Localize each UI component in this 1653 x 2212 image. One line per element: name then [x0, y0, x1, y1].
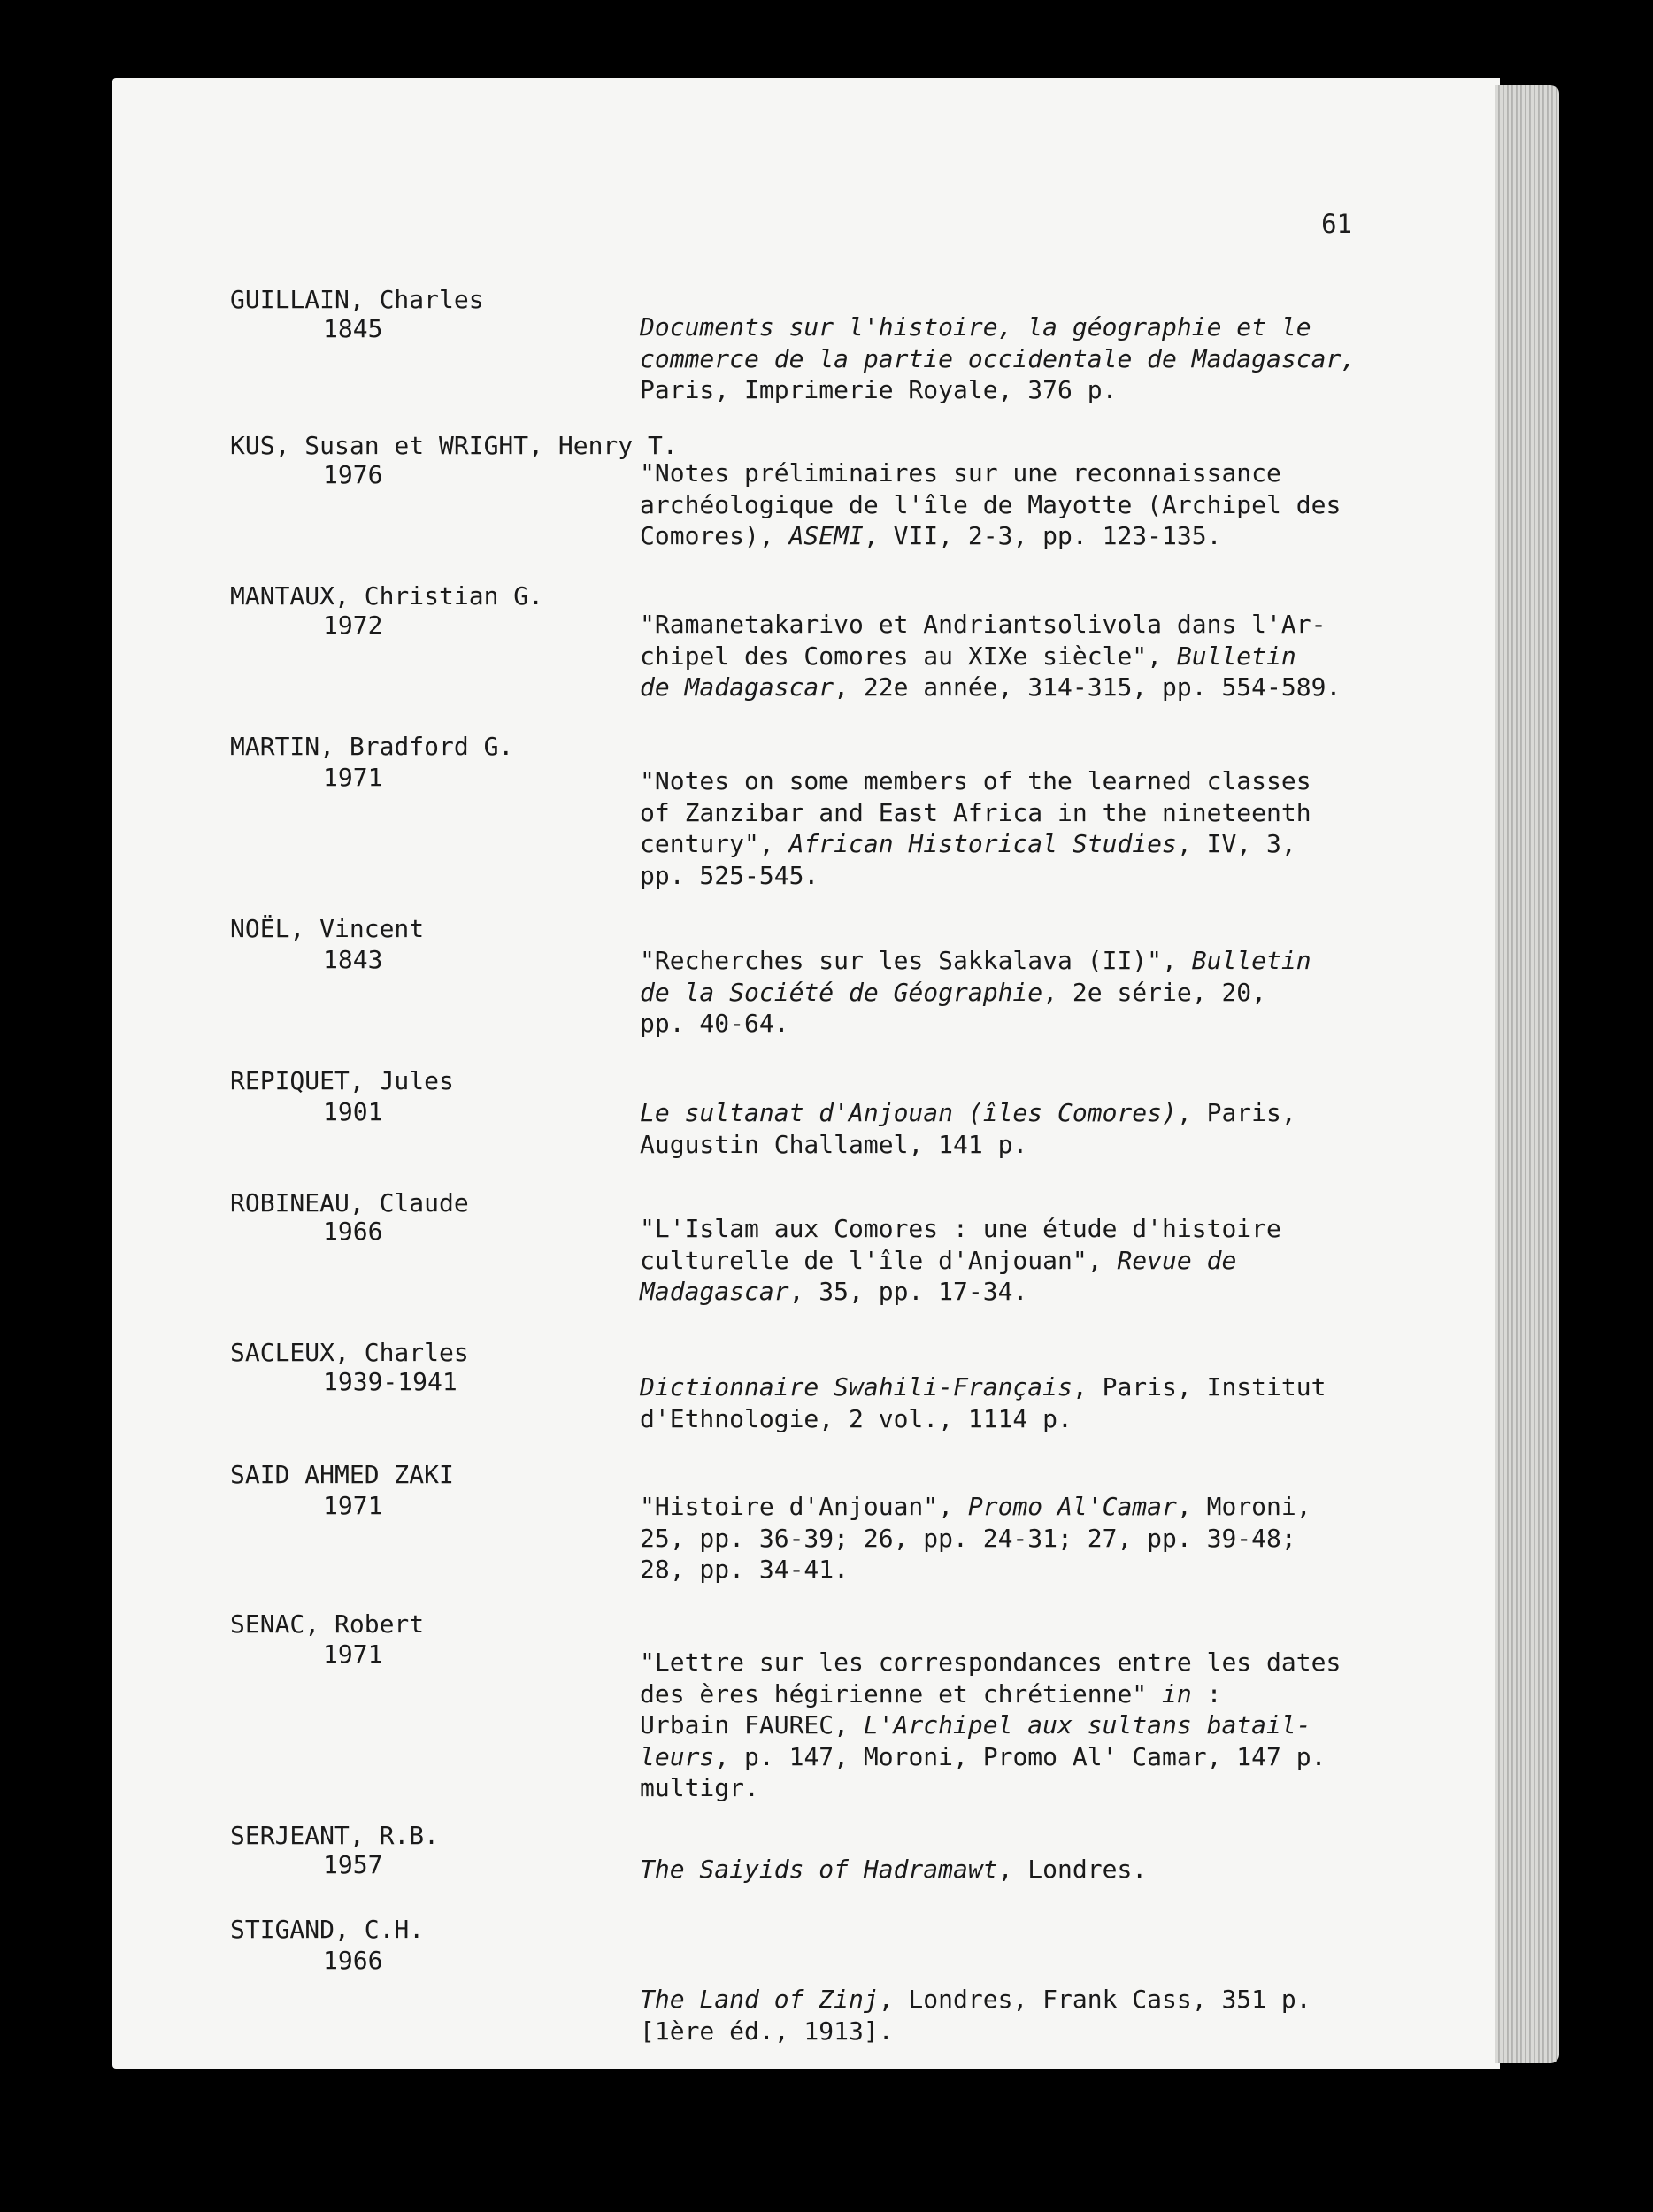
- entry-reference: [640, 1984, 1365, 2047]
- page-number: 61: [1321, 209, 1352, 239]
- entry-reference: [640, 457, 1365, 552]
- reference-text: "L'Islam aux Comores : une étude d'histoire: [640, 1214, 1281, 1243]
- reference-line: [640, 1554, 1365, 1586]
- reference-title-italic: ASEMI: [788, 521, 864, 550]
- entry-author: SENAC, Robert: [230, 1609, 425, 1639]
- entry-author: REPIQUET, Jules: [230, 1066, 454, 1095]
- entry-year: 1976: [323, 460, 383, 489]
- entry-year: 1966: [323, 1946, 383, 1975]
- entry-author: NOËL, Vincent: [230, 914, 425, 943]
- reference-text: pp. 40-64.: [640, 1009, 789, 1038]
- entry-year: 1972: [323, 611, 383, 640]
- entry-year: 1971: [323, 1640, 383, 1669]
- reference-text: 25, pp. 36-39; 26, pp. 24-31; 27, pp. 39-48;: [640, 1523, 1296, 1553]
- reference-title-italic: in: [1162, 1678, 1192, 1709]
- reference-line: [640, 1097, 1365, 1129]
- entry-author: ROBINEAU, Claude: [230, 1188, 469, 1217]
- entry-author: MARTIN, Bradford G.: [230, 732, 514, 761]
- reference-line: [640, 860, 1365, 892]
- entry-year: 1966: [323, 1217, 383, 1246]
- entry-author: SERJEANT, R.B.: [230, 1821, 440, 1850]
- reference-text: des ères hégirienne et chrétienne": [640, 1678, 1163, 1709]
- reference-title-italic: commerce de la partie occidentale de Madagascar,: [640, 343, 1357, 373]
- reference-title-italic: Bulletin: [1191, 946, 1311, 975]
- reference-text: chipel des Comores au XIXe siècle",: [640, 641, 1177, 671]
- reference-line: [640, 1008, 1365, 1040]
- reference-line: [640, 797, 1365, 829]
- reference-line: [640, 489, 1365, 521]
- reference-line: [640, 1854, 1365, 1886]
- entry-author: MANTAUX, Christian G.: [230, 581, 544, 611]
- entry-author: SAID AHMED ZAKI: [230, 1460, 454, 1489]
- reference-title-italic: Dictionnaire Swahili-Français: [640, 1372, 1073, 1402]
- entry-reference: [640, 1097, 1365, 1160]
- reference-text: :: [1191, 1678, 1222, 1709]
- reference-text: , VII, 2-3, pp. 123-135.: [863, 521, 1222, 550]
- entry-year: 1843: [323, 945, 383, 974]
- reference-title-italic: de Madagascar: [640, 672, 834, 702]
- entry-year: 1971: [323, 1491, 383, 1520]
- reference-line: [640, 343, 1365, 375]
- reference-text: , p. 147, Moroni, Promo Al' Camar, 147 p.: [714, 1741, 1326, 1771]
- reference-text: multigr.: [640, 1773, 759, 1802]
- reference-line: [640, 1403, 1365, 1435]
- reference-text: , Moroni,: [1176, 1492, 1311, 1521]
- reference-line: [640, 672, 1365, 703]
- reference-line: [640, 1245, 1365, 1277]
- reference-text: of Zanzibar and East Africa in the nineteenth: [640, 797, 1311, 827]
- reference-title-italic: African Historical Studies: [788, 829, 1177, 858]
- reference-title-italic: Revue de: [1117, 1245, 1237, 1275]
- reference-title-italic: Madagascar: [640, 1277, 789, 1306]
- reference-text: 28, pp. 34-41.: [640, 1555, 850, 1584]
- entry-reference: [640, 311, 1365, 406]
- reference-text: Urbain FAUREC,: [640, 1710, 864, 1740]
- entry-year: 1957: [323, 1850, 383, 1879]
- reference-line: [640, 1741, 1365, 1773]
- reference-line: [640, 977, 1365, 1009]
- reference-text: "Histoire d'Anjouan",: [640, 1492, 968, 1521]
- entry-year: 1901: [323, 1097, 383, 1126]
- reference-line: [640, 374, 1365, 406]
- reference-line: [640, 311, 1365, 343]
- reference-text: , 2e série, 20,: [1042, 977, 1267, 1007]
- entry-reference: [640, 1371, 1365, 1434]
- reference-text: "Notes préliminaires sur une reconnaissance: [640, 458, 1281, 488]
- reference-title-italic: Bulletin: [1176, 641, 1296, 671]
- reference-title-italic: The Land of Zinj: [640, 1985, 879, 2014]
- reference-title-italic: leurs: [640, 1741, 715, 1771]
- entry-reference: [640, 945, 1365, 1040]
- entry-reference: [640, 609, 1365, 703]
- reference-line: [640, 1129, 1365, 1161]
- reference-text: , IV, 3,: [1176, 829, 1296, 858]
- entry-reference: [640, 1854, 1365, 1886]
- reference-text: archéologique de l'île de Mayotte (Archipel des: [640, 489, 1342, 519]
- reference-line: [640, 520, 1365, 552]
- reference-line: [640, 765, 1365, 797]
- reference-line: [640, 1984, 1365, 2016]
- reference-text: , Paris,: [1176, 1098, 1296, 1127]
- reference-line: [640, 945, 1365, 977]
- reference-line: [640, 828, 1365, 860]
- reference-text: [1ère éd., 1913].: [640, 2016, 894, 2046]
- entry-author: GUILLAIN, Charles: [230, 285, 484, 314]
- reference-text: Paris, Imprimerie Royale, 376 p.: [640, 375, 1118, 404]
- reference-line: [640, 641, 1365, 672]
- reference-title-italic: Documents sur l'histoire, la géographie et le: [640, 312, 1311, 342]
- reference-title-italic: The Saiyids of Hadramawt: [640, 1855, 998, 1884]
- entry-author: KUS, Susan et WRIGHT, Henry T.: [230, 431, 678, 460]
- reference-line: [640, 1523, 1365, 1555]
- reference-title-italic: de la Société de Géographie: [640, 977, 1043, 1007]
- entry-reference: [640, 1213, 1365, 1308]
- reference-text: d'Ethnologie, 2 vol., 1114 p.: [640, 1403, 1073, 1433]
- reference-text: "Notes on some members of the learned classes: [640, 766, 1311, 795]
- entry-reference: [640, 1647, 1365, 1804]
- reference-text: Augustin Challamel, 141 p.: [640, 1129, 1028, 1159]
- reference-line: [640, 1709, 1365, 1741]
- entry-year: 1971: [323, 763, 383, 792]
- reference-text: , 35, pp. 17-34.: [788, 1277, 1028, 1306]
- reference-title-italic: L'Archipel aux sultans batail-: [863, 1710, 1311, 1740]
- entry-reference: [640, 765, 1365, 891]
- entry-reference: [640, 1491, 1365, 1586]
- entry-author: STIGAND, C.H.: [230, 1915, 425, 1944]
- reference-title-italic: Le sultanat d'Anjouan (îles Comores): [640, 1098, 1177, 1127]
- reference-text: , 22e année, 314-315, pp. 554-589.: [834, 672, 1342, 702]
- reference-text: century",: [640, 829, 789, 858]
- reference-line: [640, 1371, 1365, 1403]
- reference-line: [640, 2016, 1365, 2047]
- reference-line: [640, 1491, 1365, 1523]
- reference-title-italic: Promo Al'Camar: [967, 1492, 1177, 1521]
- reference-text: , Londres.: [997, 1855, 1148, 1884]
- reference-text: "Recherches sur les Sakkalava (II)",: [640, 946, 1192, 975]
- reference-line: [640, 1213, 1365, 1245]
- reference-line: [640, 1772, 1365, 1804]
- reference-line: [640, 1276, 1365, 1308]
- reference-text: , Londres, Frank Cass, 351 p.: [878, 1985, 1311, 2014]
- entry-author: SACLEUX, Charles: [230, 1338, 469, 1367]
- entry-year: 1845: [323, 314, 383, 343]
- reference-text: "Ramanetakarivo et Andriantsolivola dans l'Ar-: [640, 610, 1326, 639]
- reference-line: [640, 609, 1365, 641]
- reference-text: culturelle de l'île d'Anjouan",: [640, 1245, 1118, 1275]
- reference-text: Comores),: [640, 521, 789, 550]
- reference-line: [640, 457, 1365, 489]
- reference-text: , Paris, Institut: [1072, 1372, 1326, 1402]
- entry-year: 1939-1941: [323, 1367, 457, 1396]
- reference-line: [640, 1678, 1365, 1710]
- reference-text: "Lettre sur les correspondances entre les dates: [640, 1647, 1342, 1677]
- reference-text: pp. 525-545.: [640, 860, 819, 890]
- reference-line: [640, 1647, 1365, 1678]
